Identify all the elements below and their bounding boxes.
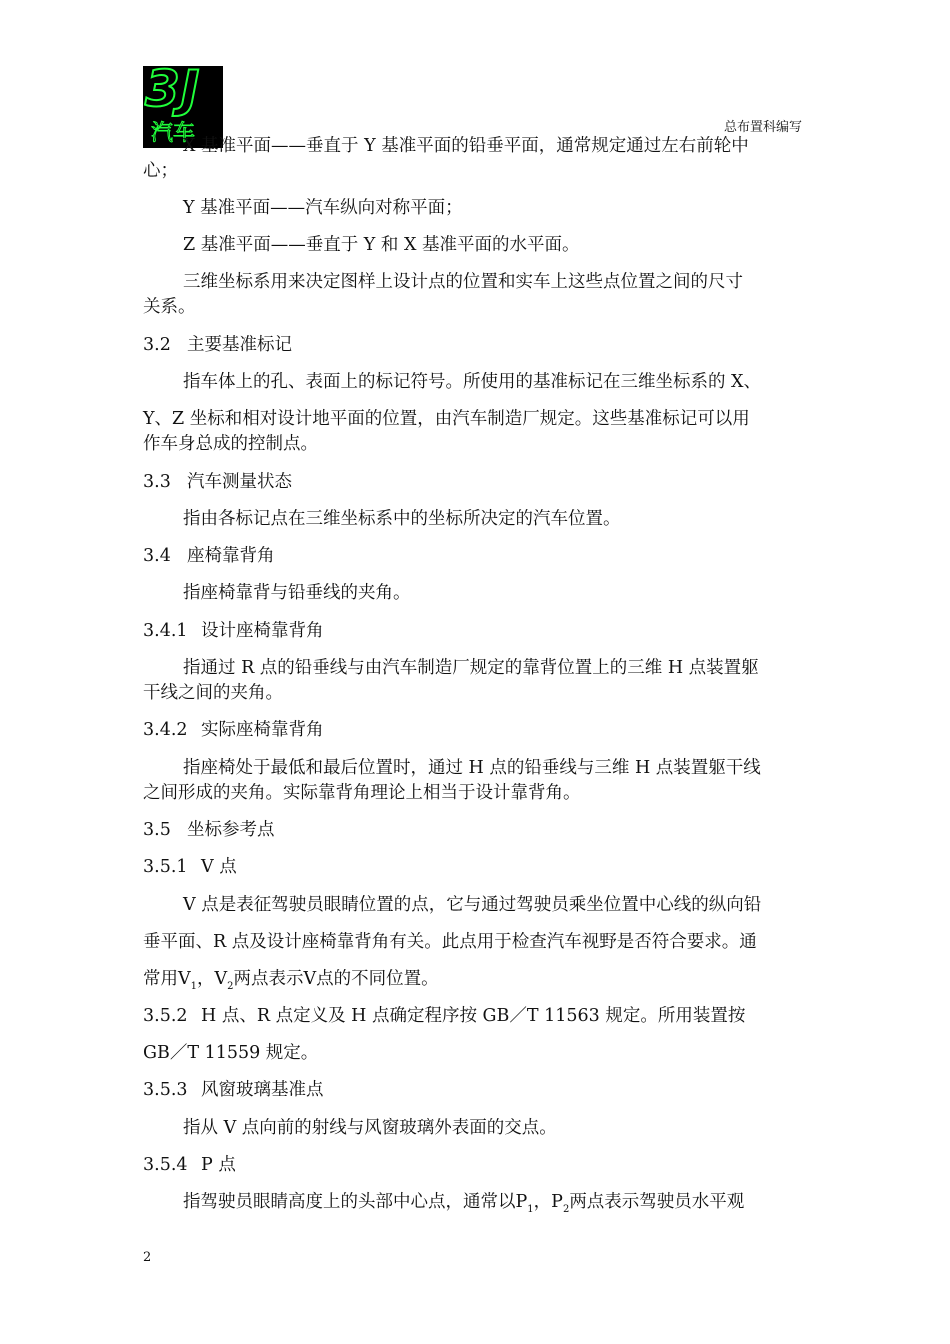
s32-line-1: 指车体上的孔、表面上的标记符号。所使用的基准标记在三维坐标系的 X、 (183, 372, 762, 392)
z-plane-line: Z 基准平面——垂直于 Y 和 X 基准平面的水平面。 (183, 235, 580, 255)
s341-line-2: 干线之间的夹角。 (143, 683, 283, 703)
s352-line-2: GB／T 11559 规定。 (143, 1043, 319, 1063)
section-number: 3.2 (143, 335, 171, 355)
s351-line-3 (143, 968, 439, 990)
section-title: 坐标参考点 (187, 820, 275, 840)
section-heading-3-3 (143, 471, 292, 493)
section-title: 座椅靠背角 (187, 546, 275, 566)
text-span: 两点表示驾驶员水平观 (569, 1192, 745, 1212)
section-heading-3-5 (143, 819, 275, 841)
text-span: 常用V (143, 969, 191, 989)
header-author: 总布置科编写 (723, 120, 802, 135)
section-heading-3-5-1 (143, 856, 237, 878)
section-number: 3.5.3 (143, 1080, 188, 1100)
section-heading-3-4-1 (143, 620, 324, 642)
logo-caption: 汽车 (151, 121, 196, 146)
x-plane-line-1: X 基准平面——垂直于 Y 基准平面的铅垂平面，通常规定通过左右前轮中 (183, 136, 749, 156)
s342-line-2: 之间形成的夹角。实际靠背角理论上相当于设计靠背角。 (143, 783, 581, 803)
y-plane-line: Y 基准平面——汽车纵向对称平面； (183, 198, 463, 218)
s351-line-2: 垂平面、R 点及设计座椅靠背角有关。此点用于检查汽车视野是否符合要求。通 (143, 932, 757, 952)
s354-line-1 (183, 1191, 744, 1213)
section-title: 设计座椅靠背角 (201, 621, 324, 641)
s342-line-1: 指座椅处于最低和最后位置时，通过 H 点的铅垂线与三维 H 点装置躯干线 (183, 758, 761, 778)
coord-line-1: 三维坐标系用来决定图样上设计点的位置和实车上这些点位置之间的尺寸 (183, 272, 743, 292)
section-heading-3-5-4 (143, 1154, 236, 1176)
s32-line-3: 作车身总成的控制点。 (143, 434, 318, 454)
subscript: 1 (190, 981, 198, 992)
section-title: P 点 (201, 1155, 236, 1175)
s34-line-1: 指座椅靠背与铅垂线的夹角。 (183, 583, 411, 603)
coord-line-2: 关系。 (143, 297, 196, 317)
section-title: 主要基准标记 (187, 335, 292, 355)
section-title: 汽车测量状态 (187, 472, 292, 492)
text-span: ，V (197, 969, 228, 989)
section-title: V 点 (201, 857, 237, 877)
subscript: 2 (227, 981, 234, 992)
s353-line-1: 指从 V 点向前的射线与风窗玻璃外表面的交点。 (183, 1118, 557, 1138)
section-heading-3-4 (143, 545, 275, 567)
x-plane-line-2: 心； (143, 161, 178, 181)
text-span: 指驾驶员眼睛高度上的头部中心点，通常以P (183, 1192, 528, 1212)
section-number: 3.4 (143, 546, 171, 566)
section-heading-3-2 (143, 334, 292, 356)
text-span: ，P (533, 1192, 563, 1212)
section-heading-3-4-2 (143, 719, 324, 741)
subscript: 1 (527, 1204, 534, 1215)
section-number: 3.5 (143, 820, 171, 840)
section-title: 风窗玻璃基准点 (201, 1080, 324, 1100)
section-number: 3.5.2 (143, 1006, 188, 1026)
section-text: H 点、R 点定义及 H 点确定程序按 GB／T 11563 规定。所用装置按 (201, 1006, 746, 1026)
section-number: 3.5.4 (143, 1155, 188, 1175)
section-3-5-2 (143, 1005, 745, 1027)
section-heading-3-5-3 (143, 1079, 324, 1101)
section-number: 3.4.1 (143, 621, 188, 641)
section-number: 3.4.2 (143, 720, 188, 740)
section-number: 3.5.1 (143, 857, 188, 877)
s33-line-1: 指由各标记点在三维坐标系中的坐标所决定的汽车位置。 (183, 509, 621, 529)
subscript: 2 (562, 1204, 570, 1215)
text-span: 两点表示V点的不同位置。 (233, 969, 439, 989)
logo-mark: 3J (145, 66, 201, 118)
section-title: 实际座椅靠背角 (201, 720, 324, 740)
s341-line-1: 指通过 R 点的铅垂线与由汽车制造厂规定的靠背位置上的三维 H 点装置躯 (183, 658, 759, 678)
s351-line-1: V 点是表征驾驶员眼睛位置的点，它与通过驾驶员乘坐位置中心线的纵向铅 (183, 895, 762, 915)
section-number: 3.3 (143, 472, 171, 492)
s32-line-2: Y、Z 坐标和相对设计地平面的位置，由汽车制造厂规定。这些基准标记可以用 (143, 409, 750, 429)
page-number: 2 (143, 1250, 152, 1265)
